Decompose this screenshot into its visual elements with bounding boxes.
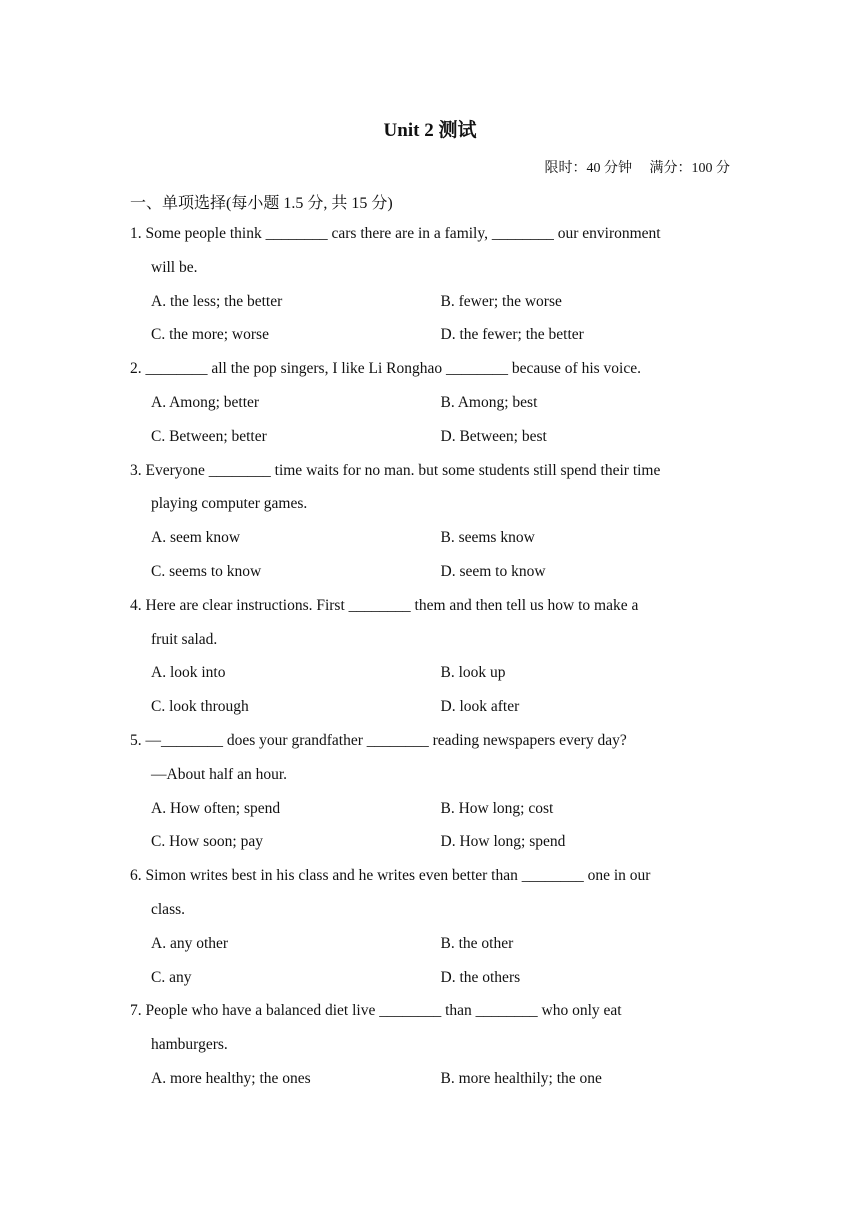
option-row bbox=[130, 558, 730, 592]
option-row bbox=[130, 321, 730, 355]
question-item bbox=[130, 592, 730, 727]
option-row bbox=[130, 423, 730, 457]
question-item bbox=[130, 727, 730, 862]
page-title: Unit 2 测试 bbox=[383, 120, 477, 141]
answer-option: A. more healthy; the ones bbox=[151, 1069, 311, 1087]
option-row bbox=[130, 693, 730, 727]
question-stem-line: 2. ________ all the pop singers, I like Li Ronghao ________ because of his voice. bbox=[130, 360, 641, 378]
answer-option: D. look after bbox=[440, 698, 520, 716]
option-row bbox=[130, 930, 730, 964]
question-stem-line: hamburgers. bbox=[151, 1036, 228, 1054]
option-row bbox=[130, 524, 730, 558]
question-stem-line: will be. bbox=[151, 258, 198, 276]
question-item bbox=[130, 862, 730, 997]
question-stem-line: 1. Some people think ________ cars there are in a family, ________ our environment bbox=[130, 225, 661, 242]
option-row bbox=[130, 389, 730, 423]
question-stem-line: 6. Simon writes best in his class and he writes even better than ________ one in our bbox=[130, 867, 651, 885]
section-title: 一、单项选择(每小题 1.5 分, 共 15 分) bbox=[130, 195, 393, 212]
answer-option: A. Among; better bbox=[151, 393, 260, 411]
option-row bbox=[130, 659, 730, 693]
answer-option: D. seem to know bbox=[440, 562, 546, 580]
option-row bbox=[130, 828, 730, 862]
question-item bbox=[130, 997, 730, 1098]
answer-option: B. fewer; the worse bbox=[440, 292, 562, 310]
question-item bbox=[130, 355, 730, 456]
answer-option: C. any bbox=[151, 968, 192, 986]
answer-option: B. more healthily; the one bbox=[440, 1069, 602, 1087]
answer-option: B. How long; cost bbox=[440, 799, 554, 817]
question-stem-line: 5. —________ does your grandfather ________ reading newspapers every day? bbox=[130, 731, 627, 749]
option-row bbox=[130, 288, 730, 322]
question-stem-line: 7. People who have a balanced diet live ________ than ________ who only eat bbox=[130, 1002, 622, 1020]
answer-option: D. How long; spend bbox=[440, 833, 566, 851]
full-score: 满分：100 分 bbox=[649, 161, 730, 176]
answer-option: D. the others bbox=[440, 968, 521, 986]
question-list bbox=[130, 220, 730, 1099]
answer-option: D. the fewer; the better bbox=[440, 326, 584, 344]
answer-option: D. Between; best bbox=[440, 427, 547, 445]
answer-option: C. seems to know bbox=[151, 562, 262, 580]
option-row bbox=[130, 964, 730, 998]
time-limit: 限时：40 分钟 bbox=[544, 161, 632, 176]
question-stem-line: playing computer games. bbox=[151, 495, 308, 513]
answer-option: C. the more; worse bbox=[151, 326, 269, 344]
answer-option: B. look up bbox=[440, 664, 506, 682]
answer-option: A. any other bbox=[151, 934, 229, 952]
question-item bbox=[130, 457, 730, 592]
answer-option: C. How soon; pay bbox=[151, 833, 263, 851]
option-row bbox=[130, 1065, 730, 1099]
question-stem-line: fruit salad. bbox=[151, 630, 218, 648]
question-stem-line: 4. Here are clear instructions. First ________ them and then tell us how to make a bbox=[130, 596, 639, 614]
answer-option: B. Among; best bbox=[440, 393, 538, 411]
answer-option: C. Between; better bbox=[151, 427, 267, 445]
question-stem-line: class. bbox=[151, 900, 186, 918]
exam-meta bbox=[545, 157, 731, 177]
answer-option: A. look into bbox=[151, 664, 226, 682]
question-stem-line: —About half an hour. bbox=[151, 765, 288, 783]
option-row bbox=[130, 795, 730, 829]
question-stem-line: 3. Everyone ________ time waits for no man. but some students still spend their time bbox=[130, 461, 661, 479]
answer-option: C. look through bbox=[151, 698, 249, 716]
answer-option: A. the less; the better bbox=[151, 292, 283, 310]
answer-option: A. seem know bbox=[151, 529, 241, 547]
question-item bbox=[130, 220, 730, 355]
answer-option: A. How often; spend bbox=[151, 799, 281, 817]
answer-option: B. the other bbox=[440, 934, 514, 952]
answer-option: B. seems know bbox=[440, 529, 535, 547]
